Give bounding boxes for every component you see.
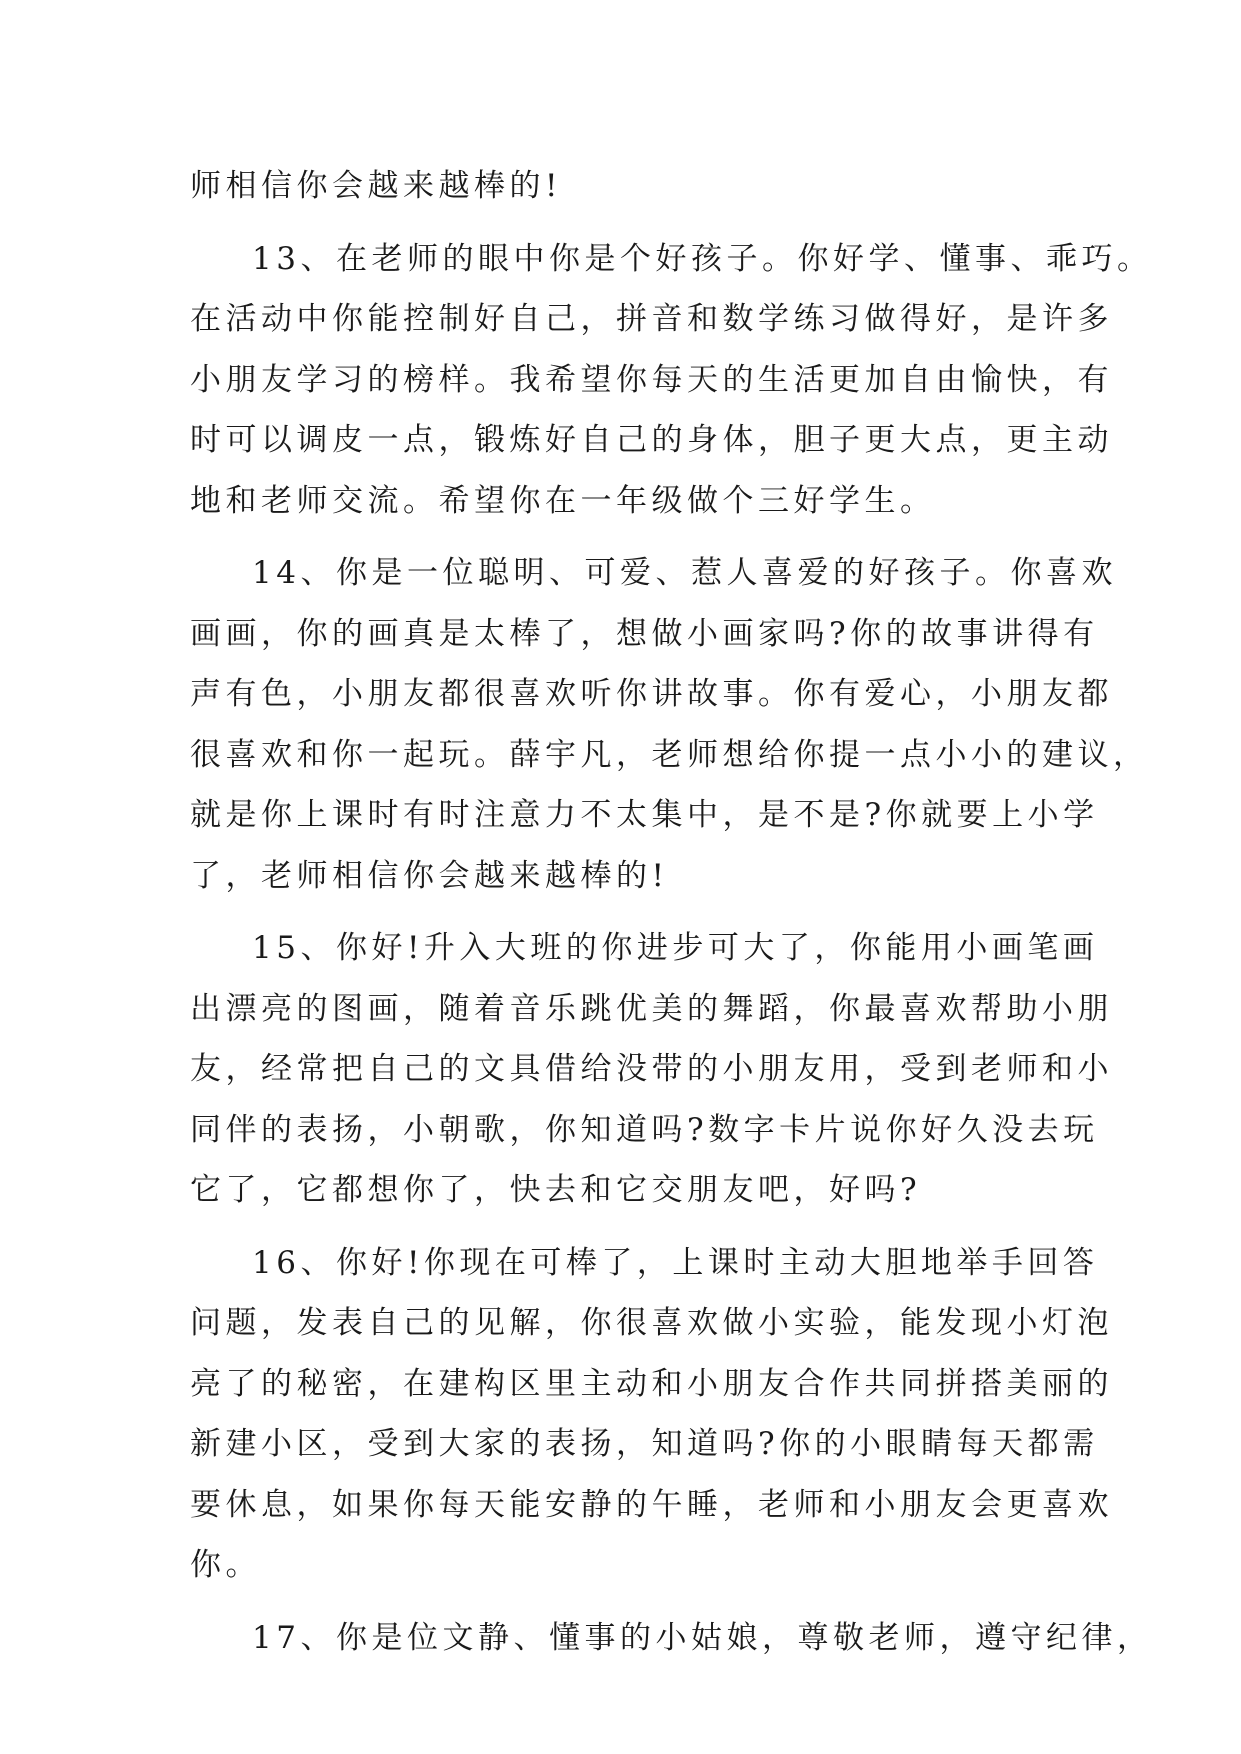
- text-line: 师相信你会越来越棒的!: [190, 168, 562, 204]
- text-line: 画画，你的画真是太棒了，想做小画家吗?你的故事讲得有: [190, 615, 1099, 652]
- text-line: 15、你好!升入大班的你进步可大了，你能用小画笔画: [252, 930, 1099, 966]
- text-line: 你。: [190, 1547, 261, 1583]
- text-line: 小朋友学习的榜样。我希望你每天的生活更加自由愉快，有: [190, 361, 1113, 398]
- text-line: 17、你是位文静、懂事的小姑娘，尊敬老师，遵守纪律，: [252, 1619, 1153, 1656]
- paragraph-spacer: [190, 1596, 1052, 1608]
- paragraph: [190, 1233, 1113, 1596]
- text-line: 了，老师相信你会越来越棒的!: [190, 857, 669, 894]
- paragraph-spacer: [190, 1221, 1052, 1233]
- paragraph-spacer: [190, 531, 1052, 543]
- text-line: 13、在老师的眼中你是个好孩子。你好学、懂事、乖巧。: [252, 240, 1153, 277]
- paragraph: [190, 1608, 1153, 1669]
- text-line: 出漂亮的图画，随着音乐跳优美的舞蹈，你最喜欢帮助小朋: [190, 990, 1113, 1027]
- text-line: 问题，发表自己的见解，你很喜欢做小实验，能发现小灯泡: [190, 1305, 1113, 1341]
- text-line: 16、你好!你现在可棒了，上课时主动大胆地举手回答: [252, 1244, 1099, 1281]
- paragraph: [190, 156, 1052, 217]
- text-line: 新建小区，受到大家的表扬，知道吗?你的小眼睛每天都需: [190, 1426, 1099, 1462]
- paragraph-spacer: [190, 906, 1052, 918]
- text-line: 很喜欢和你一起玩。薛宇凡，老师想给你提一点小小的建议，: [190, 736, 1149, 773]
- text-line: 友，经常把自己的文具借给没带的小朋友用，受到老师和小: [190, 1051, 1113, 1087]
- paragraph: [190, 229, 1153, 532]
- text-line: 14、你是一位聪明、可爱、惹人喜爱的好孩子。你喜欢: [252, 555, 1117, 591]
- text-line: 同伴的表扬，小朝歌，你知道吗?数字卡片说你好久没去玩: [190, 1111, 1099, 1148]
- text-line: 它了，它都想你了，快去和它交朋友吧，好吗?: [190, 1172, 922, 1208]
- text-line: 时可以调皮一点，锻炼好自己的身体，胆子更大点，更主动: [190, 422, 1113, 458]
- text-line: 要休息，如果你每天能安静的午睡，老师和小朋友会更喜欢: [190, 1486, 1113, 1523]
- text-line: 声有色，小朋友都很喜欢听你讲故事。你有爱心，小朋友都: [190, 676, 1113, 712]
- text-line: 就是你上课时有时注意力不太集中，是不是?你就要上小学: [190, 797, 1099, 833]
- text-line: 亮了的秘密，在建构区里主动和小朋友合作共同拼搭美丽的: [190, 1365, 1113, 1402]
- document-body: [190, 156, 1153, 1668]
- text-line: 在活动中你能控制好自己，拼音和数学练习做得好，是许多: [190, 301, 1113, 337]
- paragraph: [190, 543, 1149, 906]
- text-line: 地和老师交流。希望你在一年级做个三好学生。: [190, 482, 936, 519]
- paragraph: [190, 918, 1113, 1221]
- paragraph-spacer: [190, 217, 1052, 229]
